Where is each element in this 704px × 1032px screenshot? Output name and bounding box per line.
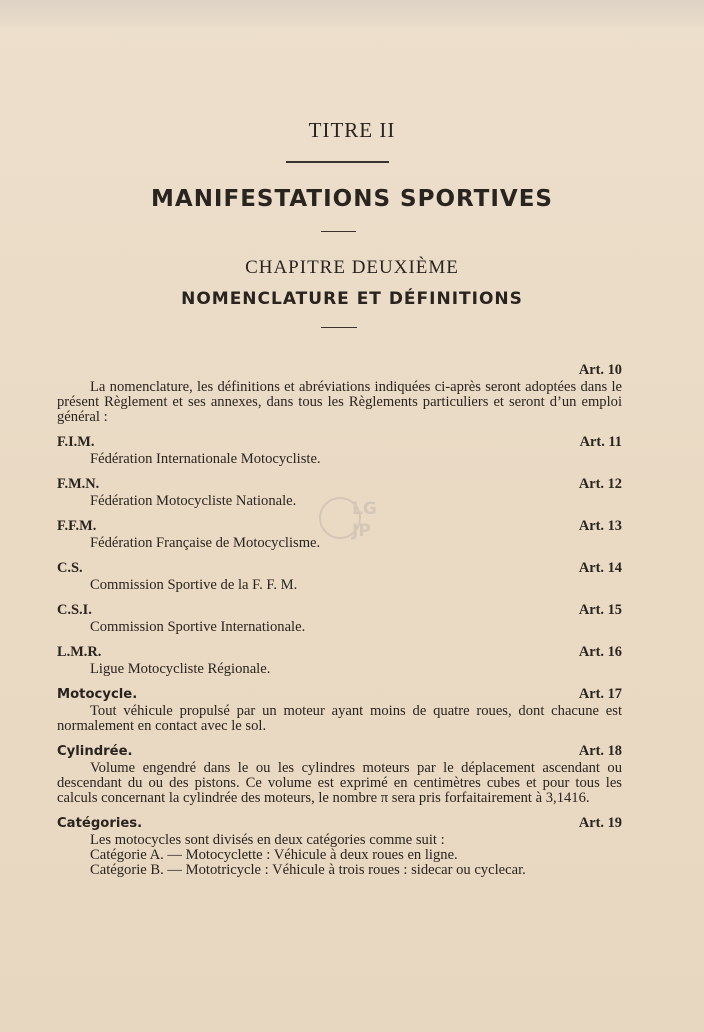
definition-header — [57, 516, 622, 536]
article-number: Art. 14 — [578, 560, 622, 576]
definitions — [57, 432, 622, 878]
article-number: Art. 18 — [578, 743, 622, 759]
page-title: MANIFESTATIONS SPORTIVES — [151, 186, 553, 212]
title-divider-small — [321, 231, 356, 232]
definition-term: Cylindrée. — [57, 744, 133, 759]
article-number: Art. 12 — [578, 476, 622, 492]
definition-term: F.F.M. — [57, 518, 97, 534]
definition-header — [57, 813, 622, 833]
title-divider — [286, 161, 389, 163]
article-number: Art. 13 — [578, 518, 622, 534]
definition-entry — [57, 684, 622, 734]
definition-header — [57, 600, 622, 620]
definition-text: Catégorie B. — Mototricycle : Véhicule à trois roues : sidecar ou cyclecar. — [90, 862, 526, 878]
article-number: Art. 17 — [578, 686, 622, 702]
article-number: Art. 16 — [578, 644, 622, 660]
definition-entry — [57, 642, 622, 677]
article-number: Art. 19 — [578, 815, 622, 831]
definition-text: Fédération Motocycliste Nationale. — [90, 493, 297, 509]
definition-entry — [57, 474, 622, 509]
definition-text: Commission Sportive de la F. F. M. — [90, 577, 298, 593]
definition-text: Fédération Internationale Motocycliste. — [90, 451, 321, 467]
definition-header — [57, 684, 622, 704]
definition-text: Volume engendré dans le ou les cylindres moteurs par le déplacement ascendant ou descendant du ou des pistons. Ce volume est exprimé en centimètres cubes et pour tous les calculs concernant la cylindrée des moteurs, le nombre π sera pris forfaitairement à 3,1416. — [57, 760, 622, 806]
definition-term: F.M.N. — [57, 476, 100, 492]
chapter-heading: CHAPITRE DEUXIÈME — [245, 257, 459, 278]
definition-header — [57, 432, 622, 452]
chapter-title: NOMENCLATURE ET DÉFINITIONS — [181, 289, 523, 309]
definition-entry — [57, 516, 622, 551]
definition-term: F.I.M. — [57, 434, 95, 450]
definition-text: Tout véhicule propulsé par un moteur ayant moins de quatre roues, dont chacune est normalement en contact avec le sol. — [57, 703, 622, 734]
definition-text: Commission Sportive Internationale. — [90, 619, 306, 635]
definition-header — [57, 558, 622, 578]
article-list — [57, 360, 622, 878]
definition-term: Catégories. — [57, 816, 143, 831]
definition-term: C.S. — [57, 560, 83, 576]
definition-text: Fédération Française de Motocyclisme. — [90, 535, 321, 551]
page-top-edge — [0, 0, 704, 26]
article-number: Art. 11 — [579, 434, 622, 450]
svg-text:JP: JP — [352, 521, 371, 541]
definition-text: Catégorie A. — Motocyclette : Véhicule à deux roues en ligne. — [90, 847, 458, 863]
definition-entry — [57, 558, 622, 593]
definition-text: Les motocycles sont divisés en deux catégories comme suit : — [90, 832, 445, 848]
definition-term: C.S.I. — [57, 602, 92, 618]
definition-entry — [57, 600, 622, 635]
definition-header — [57, 642, 622, 662]
definition-entry — [57, 813, 622, 878]
titre-heading: TITRE II — [308, 118, 396, 142]
article-number: Art. 15 — [578, 602, 622, 618]
definition-term: L.M.R. — [57, 644, 102, 660]
article-number: Art. 10 — [578, 362, 622, 378]
definition-entry — [57, 741, 622, 806]
definition-entry — [57, 432, 622, 467]
definition-term: Motocycle. — [57, 687, 138, 702]
intro-paragraph: La nomenclature, les définitions et abréviations indiquées ci-après seront adoptées dans le présent Règlement et ses annexes, dans tous les Règlements particuliers et seront d’un emploi général : — [57, 379, 622, 425]
definition-header — [57, 474, 622, 494]
definition-header — [57, 741, 622, 761]
definition-text: Ligue Motocycliste Régionale. — [90, 661, 271, 677]
svg-text:LG: LG — [352, 499, 377, 519]
chapter-divider — [321, 327, 357, 328]
